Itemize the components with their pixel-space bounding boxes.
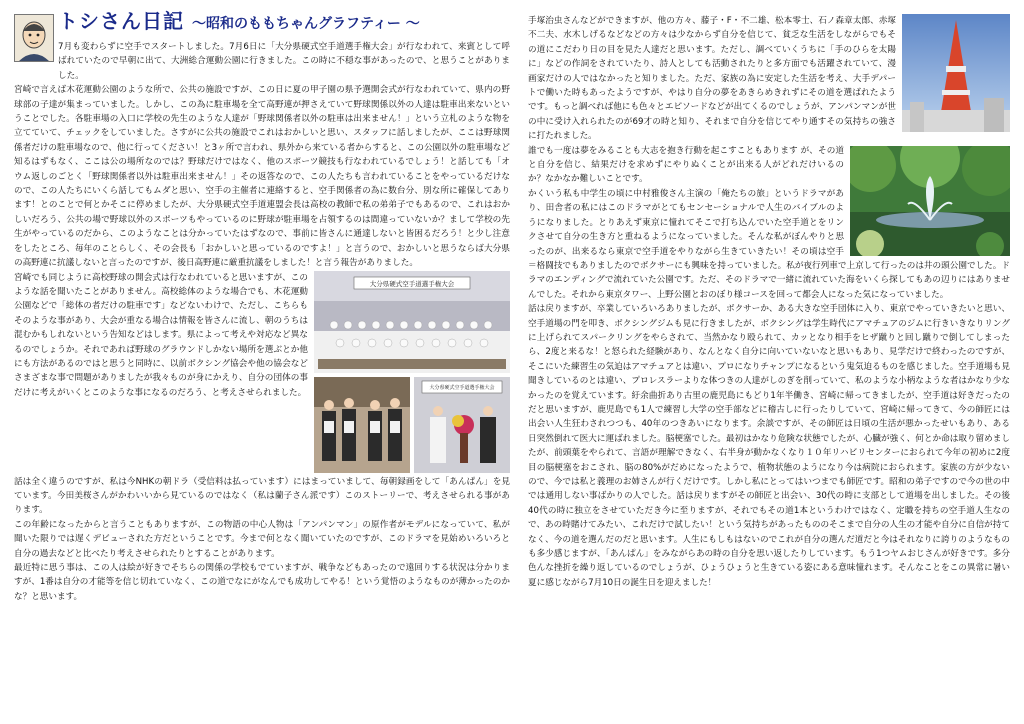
paragraph: 宮崎で言えば木花運動公園のような所で、公共の施設ですが、この日に夏の甲子園の県予選開会式が行なわれていて、県内の野球部の子達が集まっていました。しかし、この為に駐車場を全て高野連が押さえていて野球関係以外の人達は駐車出来ないということでした。各駐車場の入口に学校の先生のような人達が「野球関係者以外の駐車は出来ません！」という立札のような物を立てていて、チェックをしていました。さすがに公共の施設でこれはおかしいと思い、スタッフに話しましたが、ここは野球関係者だけの駐車場なので、他に行ってください！と3ヶ所で言われ、県外から来ている者からすると、この公園以外の駐車場など知るはずもなく、ここは公の場所なのでは？野球だけではなく、他のスポーツ競技も行なわれているでしょう！と話しても「オウム返しのごとく「野球関係者以外は駐車出来ません！」その返答なので、この人たちも言われていることをやっているだけなので、この人たちにいくら話してもムダと思い、空手の主催者に連絡すると、空手関係者の為に数台分、別な所に確保してあります！とのことで何とかそこに停めましたが、大分県硬式空手道連盟会長は高校の教師で私の弟弟子でもあるので、これはおかしいだろう、公共の場で野球以外のスポーツもやっているのに野球が駐車場を占領するのは間違っていないか？まして学校の先生がやっているのだから、このようなことは分かっていたはずなので、事前に皆さんに通達しないと皆困るだろう！と少し注意をしたところ、毎年のことらしく、その会長も「おかしいと思っているのですよ！」と言うので、おかしいと思うならば大分県の高野連に抗議しないと言ったのですが、後日高野連に厳重抗議をしました！と言う報告がありました。 [14, 85, 510, 269]
awards-photo [314, 377, 410, 473]
paragraph: かくいう私も中学生の頃に中村雅俊さん主演の「俺たちの旅」というドラマがあり、田舎者の私にはこのドラマがとてもセンセーショナルで人生のバイブルのようになりました。とりあえず東京に憧れてそこで打ち込んでいた空手道とをリンクさせて自分の生き方と重ねるようになっていました。そんな私がぼんやりと思ったのが、出来るなら東京で空手道をやりながら生きていきたい！その頃は空手＝格闘技でもありましたのでボクサーにも興味を持っていました。私が夜行列車で上京して行ったのは井の頭公園でした。ドラマのエンディングで流れていた公園です。ただ、そのドラマで一緒に流れていた海をいくら探してもあの辺りにはありませんでした。それから東京タワー、上野公園とおのぼり様コースを回って都会人になった気になっていました。 [528, 188, 1010, 300]
banner-text: 大分県硬式空手道選手権大会 [369, 279, 455, 288]
fountain-photo [850, 146, 1010, 256]
title-main: トシさん日記 [58, 9, 184, 33]
paragraph: 宮崎でも同じように高校野球の開会式は行なわれていると思いますが、このような話を聞いたことがありません。高校総体のような場合でも、木花運動公園などで「総体の者だけの駐車です」などないわけで、ただし、こちらもそのような事があり、大会が重なる場合は情報を皆さんに流し、朝のうちは混むかもしれないという告知などはします。県によって考えや対応など異なるのでしょうか。それであれば野球のグラウンドしかない場所を選ぶとか他にも方法があるのではと思うと同時に、以前ボクシング協会や他の協会などさまざまな事で問題がありましたが我々ものが身にかえり、自分の団体の事だけに考えがいくとこのような事になるのだろう、と考えさせられました。 [14, 272, 308, 398]
paragraph: 誰でも一度は夢をみることも大志を抱き行動を起こすこともあります が、その道と自分を信じ、結果だけを求めずにやりぬくことが出来る人がどれだけいるのか？なかなか難しいことです。 [528, 145, 844, 185]
right-column [528, 14, 1010, 590]
paragraph: この年齢になったからと言うこともありますが、この物語の中心人物は「アンパンマン」の原作者がモデルになっていて、私が聞いた限りでは遅くデビューされた方だということです。今まで何となく聞いていたのですが、このドラマを見始めいろいろと自分の過去などと比べたり考えさせられたりとすることがあります。 [14, 519, 510, 559]
newsletter-page [14, 9, 1010, 712]
paragraph: 7月も変わらずに空手でスタートしました。7月6日に「大分県硬式空手道選手権大会」が行なわれて、来賓として呼ばれていたので早朝に出て、大洲総合運動公園に行きました。この時に不穏な事があったので、と思うことがありました。 [58, 42, 510, 81]
paragraph: 最近特に思う事は、この人は絵が好きでそちらの関係の学校もでていますが、戦争などもあったので遠回りする状況は分かりますが、1番は自分の才能等を信じ切れていなく、この道でなにがなんでも成功してやる！という覚悟のようなものが薄かったのかな？と思います。 [14, 562, 510, 602]
author-portrait [14, 14, 54, 62]
ceremony-photo [414, 377, 510, 473]
paragraph: 話は戻りますが、卒業していろいろありましたが、ボクサーか、ある大きな空手団体に入り、東京でやっていきたいと思い、空手道場の門を叩き、ボクシングジムも見に行きましたが、ボクシングは学生時代にアマチュアのジムに行きいきなりリングに上げられてスパークリングをやらされて、当然かなり殴られて、カッとなり相手をヒザ蹴りと回し蹴りで倒してしまったら、2度と来るな！と怒られた経験があり、なんとなく自分に向いていないなと思いもあり、見学だけで終わったのですが、そこにいた練習生の気迫はアマチュアとは違い、プロになりチャンプになるという鬼気迫るものを感じました。空手道場も見聞きしているのとは違い、プロレスラーよりな体つきの人達がしのぎを削っていて、私のような小柄なような者はかなり少なかったのを覚えています。紆余曲折あり古里の鹿児島にもどり1年半働き、宮崎に帰ってきましたが、空手道は好きだったのだと思いますが、鹿児島でも1人で練習し大学の空手部などに稽古しに行ったりしていて、宮崎に帰ってきて、今の師匠には出会い人生狂わされつつも、40年のつきあいになります。余談ですが、その師匠は日頃の生活が悪かったせいもあり、ある日突然倒れて医大に運ばれました。脳梗塞でした。最初はかなり危険な状態でしたが、心臓が強く、何とか命は取り留めましたが、前頭葉をやられて、言語が理解できなく、右半身が動かなくなり１０年リハビリセンターにおられて今年の初めに2度目の脳梗塞をおこされ、脳の80%がだめになったようで、植物状態のようになり今は病院におられます。家族の方が少ないので、今では私と義理のお姉さんが行くだけです。しかし私にとってはいつまでも師匠です。昭和の弟子ですので今の世の中では通用しない事ばかりの人でした。話は戻りますがその師匠と出会い、30代の時に支部として道場を出しました。その後40代の時に独立をさせていただき今に至りますが、それでもその道1本というわけではなく、定職を持ちの空手道人生なので、あの時賭けてみたい、これだけで試したい！という気持ちがあったもののそこまで自分の人生の才能や自分に自信が持てなく、今の道を選んだのだと思います。人生にもしもはないのでこれが自分の選んだ道だと今はそれなりに誇りのようなものも多少感じますが、「あんぱん」をみながらあの時の自分を思い返したりしています。もう1つヤムおじさんが好きです。多分色んな挫折を繰り返しているのでしょうが、ひょうひょうと生きている姿にある意味憧れます。そんなことをこの異常に暑い夏に感じながら7月10日の誕生日を迎えました！ [528, 304, 1010, 588]
header [14, 9, 510, 64]
photo-group [314, 271, 510, 473]
group-photo [314, 271, 510, 373]
newsletter-title [58, 9, 420, 40]
paragraph: 手塚治虫さんなどができますが、他の方々、藤子・F・不二雄、松本零士、石ノ森章太郎、赤塚不二夫、水木しげるなどなどの方々は少なからず自分を信じて、貧乏な生活をしながらでもその道にこだわり日の目を見た人達だと思います。ただし、調べていくうちに「手のひらを太陽に」などの作詞をされていたり、詩人としても活動されたりと多方面でも活躍されていて、漫画家だけの人ではなかったと知りました。ただ、家族の為に安定した生活を考え、大手デパートで働いた時もあったようですが、やはり自分の夢をあきらめきれずにその道を選ばれたようです。もっと調べれば他にも色々とエピソードなどが出てくるのでしょうが、アンパンマンが世の中に受け入れられたのが69才の時と知り、それまで自分を信じてやり通すその気持ちの強さに打たれました。 [528, 16, 896, 142]
paragraph: 話は全く違うのですが、私は今NHKの朝ドラ（受信料は払っています）にはまっていまして、毎朝録画をして「あんぱん」を見ています。今田美桜さんがかわいいから見ているのではなく（私は蘭子さん派です）このストーリーで、考えさせられる事があります。 [14, 476, 510, 516]
left-column [14, 9, 510, 604]
banner-text: 大分県硬式空手道選手権大会 [429, 384, 495, 391]
tokyo-tower-photo [902, 14, 1010, 132]
title-subtitle: ～昭和のももちゃんグラフティー ～ [192, 16, 420, 32]
